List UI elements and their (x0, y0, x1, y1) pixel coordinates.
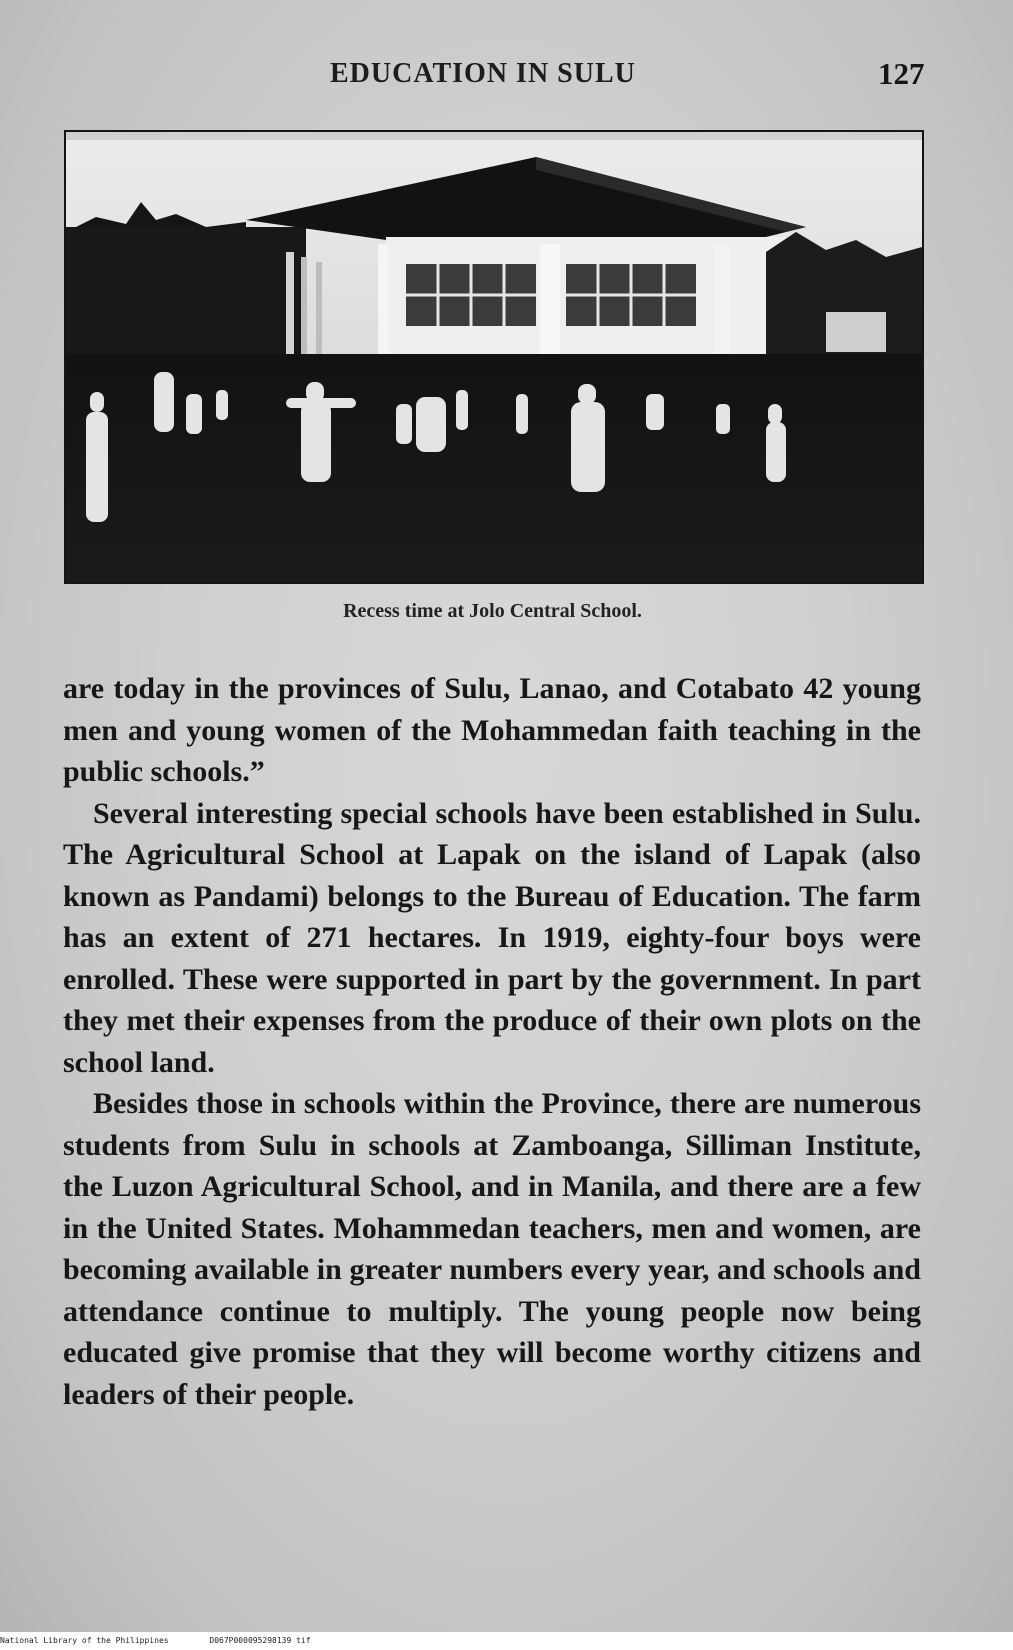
photo-ground (66, 354, 922, 582)
footer-file-id: D067P000095298139 tif (209, 1636, 311, 1645)
photo-top-shadow (66, 132, 922, 140)
running-head-title: EDUCATION IN SULU (330, 58, 636, 89)
paragraph-students-abroad: Besides those in schools within the Province, there are numerous students from Sulu in schools at Zamboanga, Silliman Institute, the Luzon Agricultural School, and in Manila, and there are a few in the United States. Mohammedan teachers, men and women, are becoming available in greater numbers every year, and schools and attendance continue to multiply. The young people now being educated give promise that they will become worthy citizens and leaders of their people. (63, 1087, 921, 1411)
scan-footer-text (0, 1636, 347, 1645)
photograph-jolo-central-school (64, 130, 924, 584)
page-number: 127 (878, 56, 925, 91)
body-text (63, 668, 921, 1415)
paragraph-special-schools: Several interesting special schools have been established in Sulu. The Agricultural School at Lapak on the island of Lapak (also known as Pandami) belongs to the Bureau of Education. The farm has an extent of 271 hectares. In 1919, eighty-four boys were enrolled. These were supported in part by the government. In part they met their expenses from the produce of their own plots on the school land. (63, 796, 921, 1079)
figure-caption: Recess time at Jolo Central School. (343, 600, 642, 622)
photo-left-building (66, 227, 306, 367)
footer-library: National Library of the Philippines (0, 1636, 169, 1645)
paragraph-continued: are today in the provinces of Sulu, Lanao, and Cotabato 42 young men and young women of the Mohammedan faith teaching in the public schools.” (63, 672, 921, 788)
photograph-illustration (66, 132, 922, 582)
